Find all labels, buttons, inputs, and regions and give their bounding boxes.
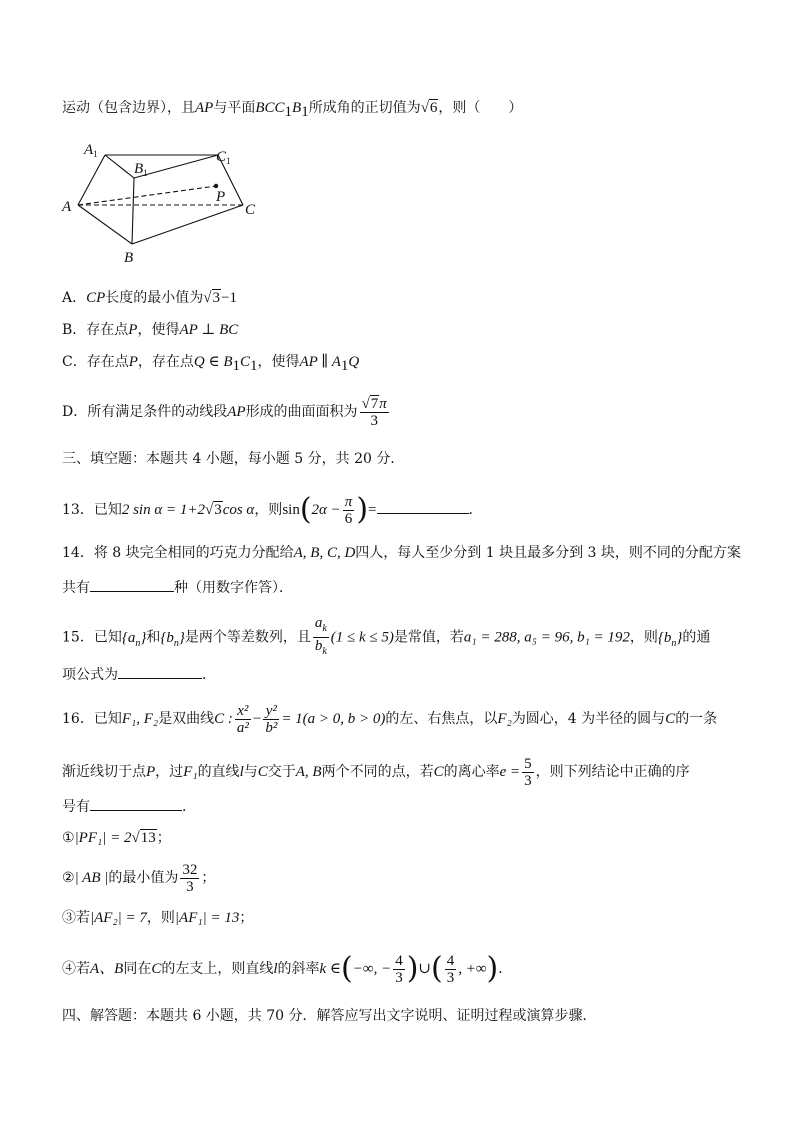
option-a-value: √3−1	[203, 290, 237, 306]
label-a1: $A_1$	[84, 142, 98, 159]
option-a-cp: CP	[86, 290, 106, 306]
option-c-text2: ，存在点	[137, 354, 194, 370]
option-b-p: P	[128, 322, 138, 338]
q16-s4-pre: ④若	[62, 961, 90, 977]
q16-s2-fraction: $\frac{32}{3}$	[182, 861, 198, 895]
q16-f1: F₁	[183, 764, 198, 780]
q13-fraction: $\frac{\pi}{6}$	[344, 493, 353, 527]
q15-bn: $\{b_n\}$	[160, 629, 185, 649]
q16-s3-expr-a: |AF₂| = 7	[90, 910, 147, 926]
label-a: A	[62, 199, 72, 215]
q16-s2-expr: | AB |	[74, 870, 109, 886]
q16-s1-pre: ①	[62, 830, 75, 846]
q16-s4-k: k ∈	[319, 961, 342, 977]
q16-curve: C :	[214, 711, 233, 727]
option-a-text: 长度的最小值为	[105, 290, 204, 306]
q16-s1-sqrt: √13	[131, 830, 156, 846]
q15-text2: 是常值，若	[393, 629, 464, 646]
q16-text1: 是双曲线	[158, 711, 215, 727]
q16-s3-text: ，则	[146, 910, 175, 926]
q16-line2-c: 的直线	[197, 764, 240, 780]
edge-a1b1	[105, 155, 134, 178]
intro-plane: $BCC_1B_1$	[255, 100, 309, 120]
option-a-label: A．	[62, 290, 87, 306]
label-b: B	[124, 250, 134, 266]
q15-line2-text: 项公式为	[62, 667, 118, 683]
prism-figure	[58, 138, 278, 268]
intro-ap: AP	[195, 100, 214, 116]
q13-eq: =	[368, 502, 377, 518]
edge-aa1	[78, 155, 105, 205]
q16-s4-text1: 同在	[123, 961, 152, 977]
q15-text3: ，则	[629, 629, 658, 646]
intro-tail: ，则（ ）	[438, 100, 523, 116]
option-d-fraction: $\frac{√7\pi}{3}$	[361, 395, 387, 429]
q16-line3-end: ．	[182, 799, 196, 815]
q16-s2-pre: ②	[62, 870, 75, 886]
q16-line2-b: ，过	[155, 764, 184, 780]
intro-text-post: 所成角的正切值为	[308, 100, 421, 116]
q16-s4-c: C	[151, 961, 162, 977]
q16-f2: F₂	[497, 711, 512, 727]
q16-text3: 为圆心，4 为半径的圆与	[511, 711, 666, 727]
q13-sin: sin	[282, 502, 300, 518]
option-c-text1: 存在点	[86, 354, 129, 370]
option-b-text2: ，使得	[137, 322, 180, 338]
q16-frac-y: $\frac{\text{y²}}{\text{b²}}$	[265, 702, 278, 736]
q15-answer-blank[interactable]	[118, 664, 202, 679]
q13-answer-blank[interactable]	[377, 499, 469, 514]
q15-an: $\{a_n\}$	[121, 629, 147, 649]
option-d-text: 所有满足条件的动线段	[87, 404, 228, 420]
question-16-line2	[62, 752, 690, 792]
q16-line2-e: 交于	[267, 764, 296, 780]
q16-e: e =	[499, 764, 521, 780]
option-b-label: B．	[62, 322, 87, 338]
q16-e-fraction: $\frac{5}{3}$	[524, 755, 532, 789]
label-p: P	[216, 189, 226, 205]
intro-text-mid: 与平面	[213, 100, 256, 116]
q16-c3: C	[257, 764, 268, 780]
question-14-line1	[62, 543, 741, 563]
q13-sqrt: √3	[204, 502, 222, 518]
segment-ap	[78, 186, 216, 205]
q16-c2: C	[665, 711, 676, 727]
q16-s4-text3: 的斜率	[277, 961, 320, 977]
q16-s4-fraction2: $\frac{4}{3}$	[446, 952, 455, 986]
q16-c4: C	[433, 764, 444, 780]
label-b1: $B_1$	[134, 161, 148, 178]
q13-label: 13．已知	[62, 502, 122, 518]
q13-text: ，则	[254, 502, 283, 518]
option-d-label: D．	[62, 404, 88, 420]
q16-minus: −	[252, 711, 262, 727]
q16-line3-text: 号有	[62, 799, 90, 815]
q16-line2-a: 渐近线切于点	[62, 764, 146, 780]
q16-line2-g: 的离心率	[443, 764, 500, 780]
q16-line2-d: 与	[243, 764, 258, 780]
q16-s4-end: ．	[498, 961, 513, 977]
question-14-line2	[62, 577, 293, 598]
edge-bc	[132, 205, 243, 244]
option-c-label: C．	[62, 354, 87, 370]
option-c-text3: ，使得	[257, 354, 300, 370]
q16-statement-3	[62, 908, 253, 928]
q13-end: ．	[468, 502, 483, 518]
q14-text-d: 种（用数字作答）．	[174, 580, 293, 596]
q16-s4-cup: ∪	[418, 961, 431, 977]
q15-text1: 是两个等差数列，且	[184, 629, 311, 646]
q16-statement-2	[62, 858, 215, 898]
q16-l: l	[239, 764, 244, 780]
edge-bb1	[132, 178, 134, 244]
q14-answer-blank[interactable]	[90, 577, 174, 592]
option-b-expr: AP ⊥ BC	[179, 322, 239, 338]
option-b	[62, 320, 238, 340]
question-16-line3	[62, 796, 196, 817]
q16-label: 16．已知	[62, 711, 122, 727]
q16-s4-ab: A、B	[90, 961, 124, 977]
label-c1: $C_1$	[216, 149, 231, 166]
q16-statement-4: ④若A、B同在C的左支上，则直线l的斜率k ∈(−∞, − $\frac{4}{3}$ )∪( $\frac{4}{3}$ , +∞)．	[62, 951, 513, 986]
q16-cond: = 1(a > 0, b > 0)	[281, 711, 386, 727]
q14-people: A, B, C, D	[293, 545, 356, 561]
option-c	[62, 352, 359, 376]
q16-ab: A, B	[295, 764, 322, 780]
q16-answer-blank[interactable]	[90, 796, 182, 811]
section-3-heading: 三、填空题：本题共 4 小题，每小题 5 分，共 20 分．	[62, 451, 405, 467]
q13-expr1: 2 sin α = 1+2	[121, 502, 205, 518]
q16-text4: 的一条	[675, 711, 718, 727]
q14-text-a: 14．将 8 块完全相同的巧克力分配给	[62, 545, 294, 561]
q14-text-b: 四人，每人至少分到 1 块且最多分到 3 块，则不同的分配方案	[355, 545, 741, 561]
question-15-line2	[62, 664, 216, 685]
q16-s1-end: ；	[156, 830, 171, 846]
q15-bn-2: $\{b_n\}$	[657, 629, 683, 649]
q16-line2-h: ，则下列结论中正确的序	[535, 764, 690, 780]
q13-expr2: cos α	[222, 502, 255, 518]
option-d-text2: 形成的曲面面积为	[245, 404, 358, 420]
q16-p: P	[146, 764, 156, 780]
q16-s2-text: 的最小值为	[108, 870, 179, 886]
question-16-line1	[62, 699, 717, 739]
option-a	[62, 288, 237, 308]
intro-line	[62, 98, 522, 122]
q15-and: 和	[146, 629, 161, 646]
point-p	[214, 184, 218, 188]
question-15-line1	[62, 615, 710, 664]
q16-s3-expr-b: |AF₁| = 13	[174, 910, 240, 926]
q14-text-c: 共有	[62, 580, 90, 596]
q15-fraction: $\frac{a_k}{b_k}$	[314, 615, 327, 657]
q16-s1-expr: |PF₁| = 2	[74, 830, 132, 846]
q15-text4: 的通	[682, 629, 711, 646]
q15-end: ．	[202, 667, 216, 683]
q16-frac-x: $\frac{\text{x²}}{\text{a²}}$	[236, 702, 249, 736]
q16-foci: F₁, F₂	[121, 711, 159, 727]
q16-s3-pre: ③若	[62, 910, 90, 926]
option-c-q: Q ∈ $B_1C_1$	[193, 354, 258, 374]
option-d-ap: AP	[227, 404, 246, 420]
intro-text: 运动（包含边界），且	[62, 100, 195, 116]
question-13: 13．已知2 sin α = 1+2√3cos α，则sin(2α − $\frac{\pi}{6}$ )= ．	[62, 492, 483, 527]
q16-line2-f: 两个不同的点，若	[321, 764, 434, 780]
q16-s3-end: ；	[239, 910, 254, 926]
option-c-p: P	[128, 354, 138, 370]
intro-sqrt: √6	[420, 100, 438, 116]
option-b-text1: 存在点	[86, 322, 129, 338]
q16-s4-l: l	[273, 961, 278, 977]
label-c: C	[245, 202, 256, 218]
option-c-expr: AP ∥ $A_1Q$	[299, 354, 360, 374]
q16-text2: 的左、右焦点，以	[385, 711, 498, 727]
q15-vals: a₁ = 288, a₅ = 96, b₁ = 192	[463, 629, 630, 646]
q16-statement-1	[62, 828, 171, 848]
q15-cond: (1 ≤ k ≤ 5)	[330, 629, 394, 646]
section-4-heading: 四、解答题：本题共 6 小题，共 70 分．解答应写出文字说明、证明过程或演算步骤．	[62, 1008, 597, 1024]
q16-s4-interval2: , +∞	[458, 961, 487, 977]
option-d	[62, 392, 391, 432]
q16-s2-end: ；	[201, 870, 216, 886]
q15-label: 15．已知	[62, 629, 122, 646]
q16-s4-fraction1: $\frac{4}{3}$	[395, 952, 403, 986]
q16-s4-text2: 的左支上，则直线	[161, 961, 274, 977]
q16-s4-interval1: −∞, −	[352, 961, 392, 977]
edge-ab	[78, 205, 132, 244]
q13-inner: 2α −	[311, 502, 341, 518]
